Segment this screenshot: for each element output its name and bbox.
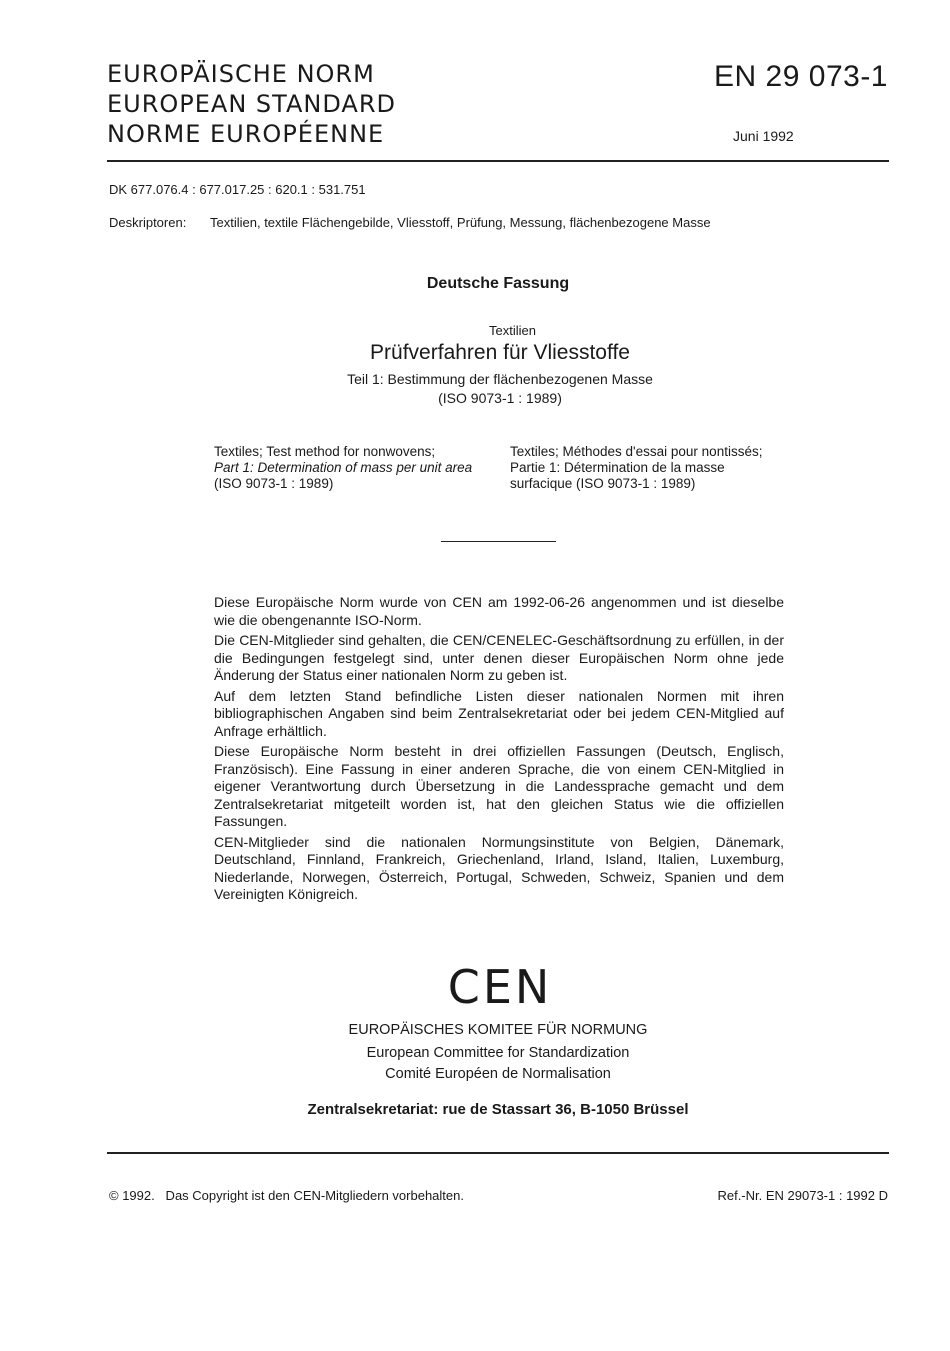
title-en: EUROPEAN STANDARD [107,90,396,118]
footer-rule [107,1152,889,1154]
standard-number: EN 29 073-1 [714,60,888,93]
descriptors: Textilien, textile Flächengebilde, Vliesstoff, Prüfung, Messung, flächenbezogene Masse [210,215,711,230]
doc-part-title: Teil 1: Bestimmung der flächenbezogenen Masse [347,371,653,387]
translation-fr-line1: Textiles; Méthodes d'essai pour nontissés; [510,444,763,459]
cen-logo: CEN [447,960,553,1014]
translation-fr [510,444,800,492]
translation-fr-line2: Partie 1: Détermination de la masse [510,460,725,475]
cen-address: Zentralsekretariat: rue de Stassart 36, B-1050 Brüssel [307,1101,689,1118]
cen-name-fr: Comité Européen de Normalisation [385,1066,611,1082]
cen-name-de: EUROPÄISCHES KOMITEE FÜR NORMUNG [348,1022,648,1038]
header-rule [107,160,889,162]
title-fr: NORME EUROPÉENNE [107,120,385,148]
doc-main-title: Prüfverfahren für Vliesstoffe [370,341,630,364]
notice-paragraph: CEN-Mitglieder sind die nationalen Normungsinstitute von Belgien, Dänemark, Deutschland, Finnland, Frankreich, Griechenland, Irland, Island, Italien, Luxemburg, Niederlande, Norwegen, Österreich, Portugal, Schweden, Schweiz, Spanien und dem Vereinigten Königreich. [214,833,784,902]
dk-classification: DK 677.076.4 : 677.017.25 : 620.1 : 531.751 [109,182,366,197]
notice-paragraph: Auf dem letzten Stand befindliche Listen dieser nationalen Normen mit ihren bibliographischen Angaben sind beim Zentralsekretariat oder bei jedem CEN-Mitglied auf Anfrage erhältlich. [214,687,784,739]
translation-en-line3: (ISO 9073-1 : 1989) [214,476,334,491]
notice-paragraph: Die CEN-Mitglieder sind gehalten, die CEN/CENELEC-Geschäftsordnung zu erfüllen, in der die Bedingungen festgelegt sind, unter denen dieser Europäischen Norm ohne jede Änderung der Status einer nationalen Norm zu geben ist. [214,632,784,683]
doc-subject: Textilien [489,323,536,338]
translation-en-line1: Textiles; Test method for nonwovens; [214,444,436,459]
version-label: Deutsche Fassung [426,275,570,292]
title-de: EUROPÄISCHE NORM [107,60,375,88]
publication-date: Juni 1992 [733,128,794,144]
notice-paragraph: Diese Europäische Norm wurde von CEN am 1992-06-26 angenommen und ist dieselbe wie die obengenannte ISO-Norm. [214,594,784,628]
short-divider [441,541,556,542]
copyright-notice: © 1992. Das Copyright ist den CEN-Mitgliedern vorbehalten. [109,1188,464,1203]
reference-number: Ref.-Nr. EN 29073-1 : 1992 D [717,1188,888,1203]
translation-fr-line3: surfacique (ISO 9073-1 : 1989) [510,476,696,491]
cen-name-en: European Committee for Standardization [366,1045,630,1061]
doc-iso-ref: (ISO 9073-1 : 1989) [438,390,562,406]
descriptors-label: Deskriptoren: [109,215,187,230]
notice-block [214,594,784,907]
translation-en-line2: Part 1: Determination of mass per unit area [214,460,473,475]
notice-paragraph: Diese Europäische Norm besteht in drei offiziellen Fassungen (Deutsch, Englisch, Französisch). Eine Fassung in einer anderen Sprache, die von einem CEN-Mitglied in eigener Verantwortung durch Übersetzung in die Landessprache gemacht und dem Zentralsekretariat mitgeteilt worden ist, hat den gleichen Status wie die offiziellen Fassungen. [214,743,784,829]
translation-en [214,444,504,492]
norm-titles [107,59,396,149]
